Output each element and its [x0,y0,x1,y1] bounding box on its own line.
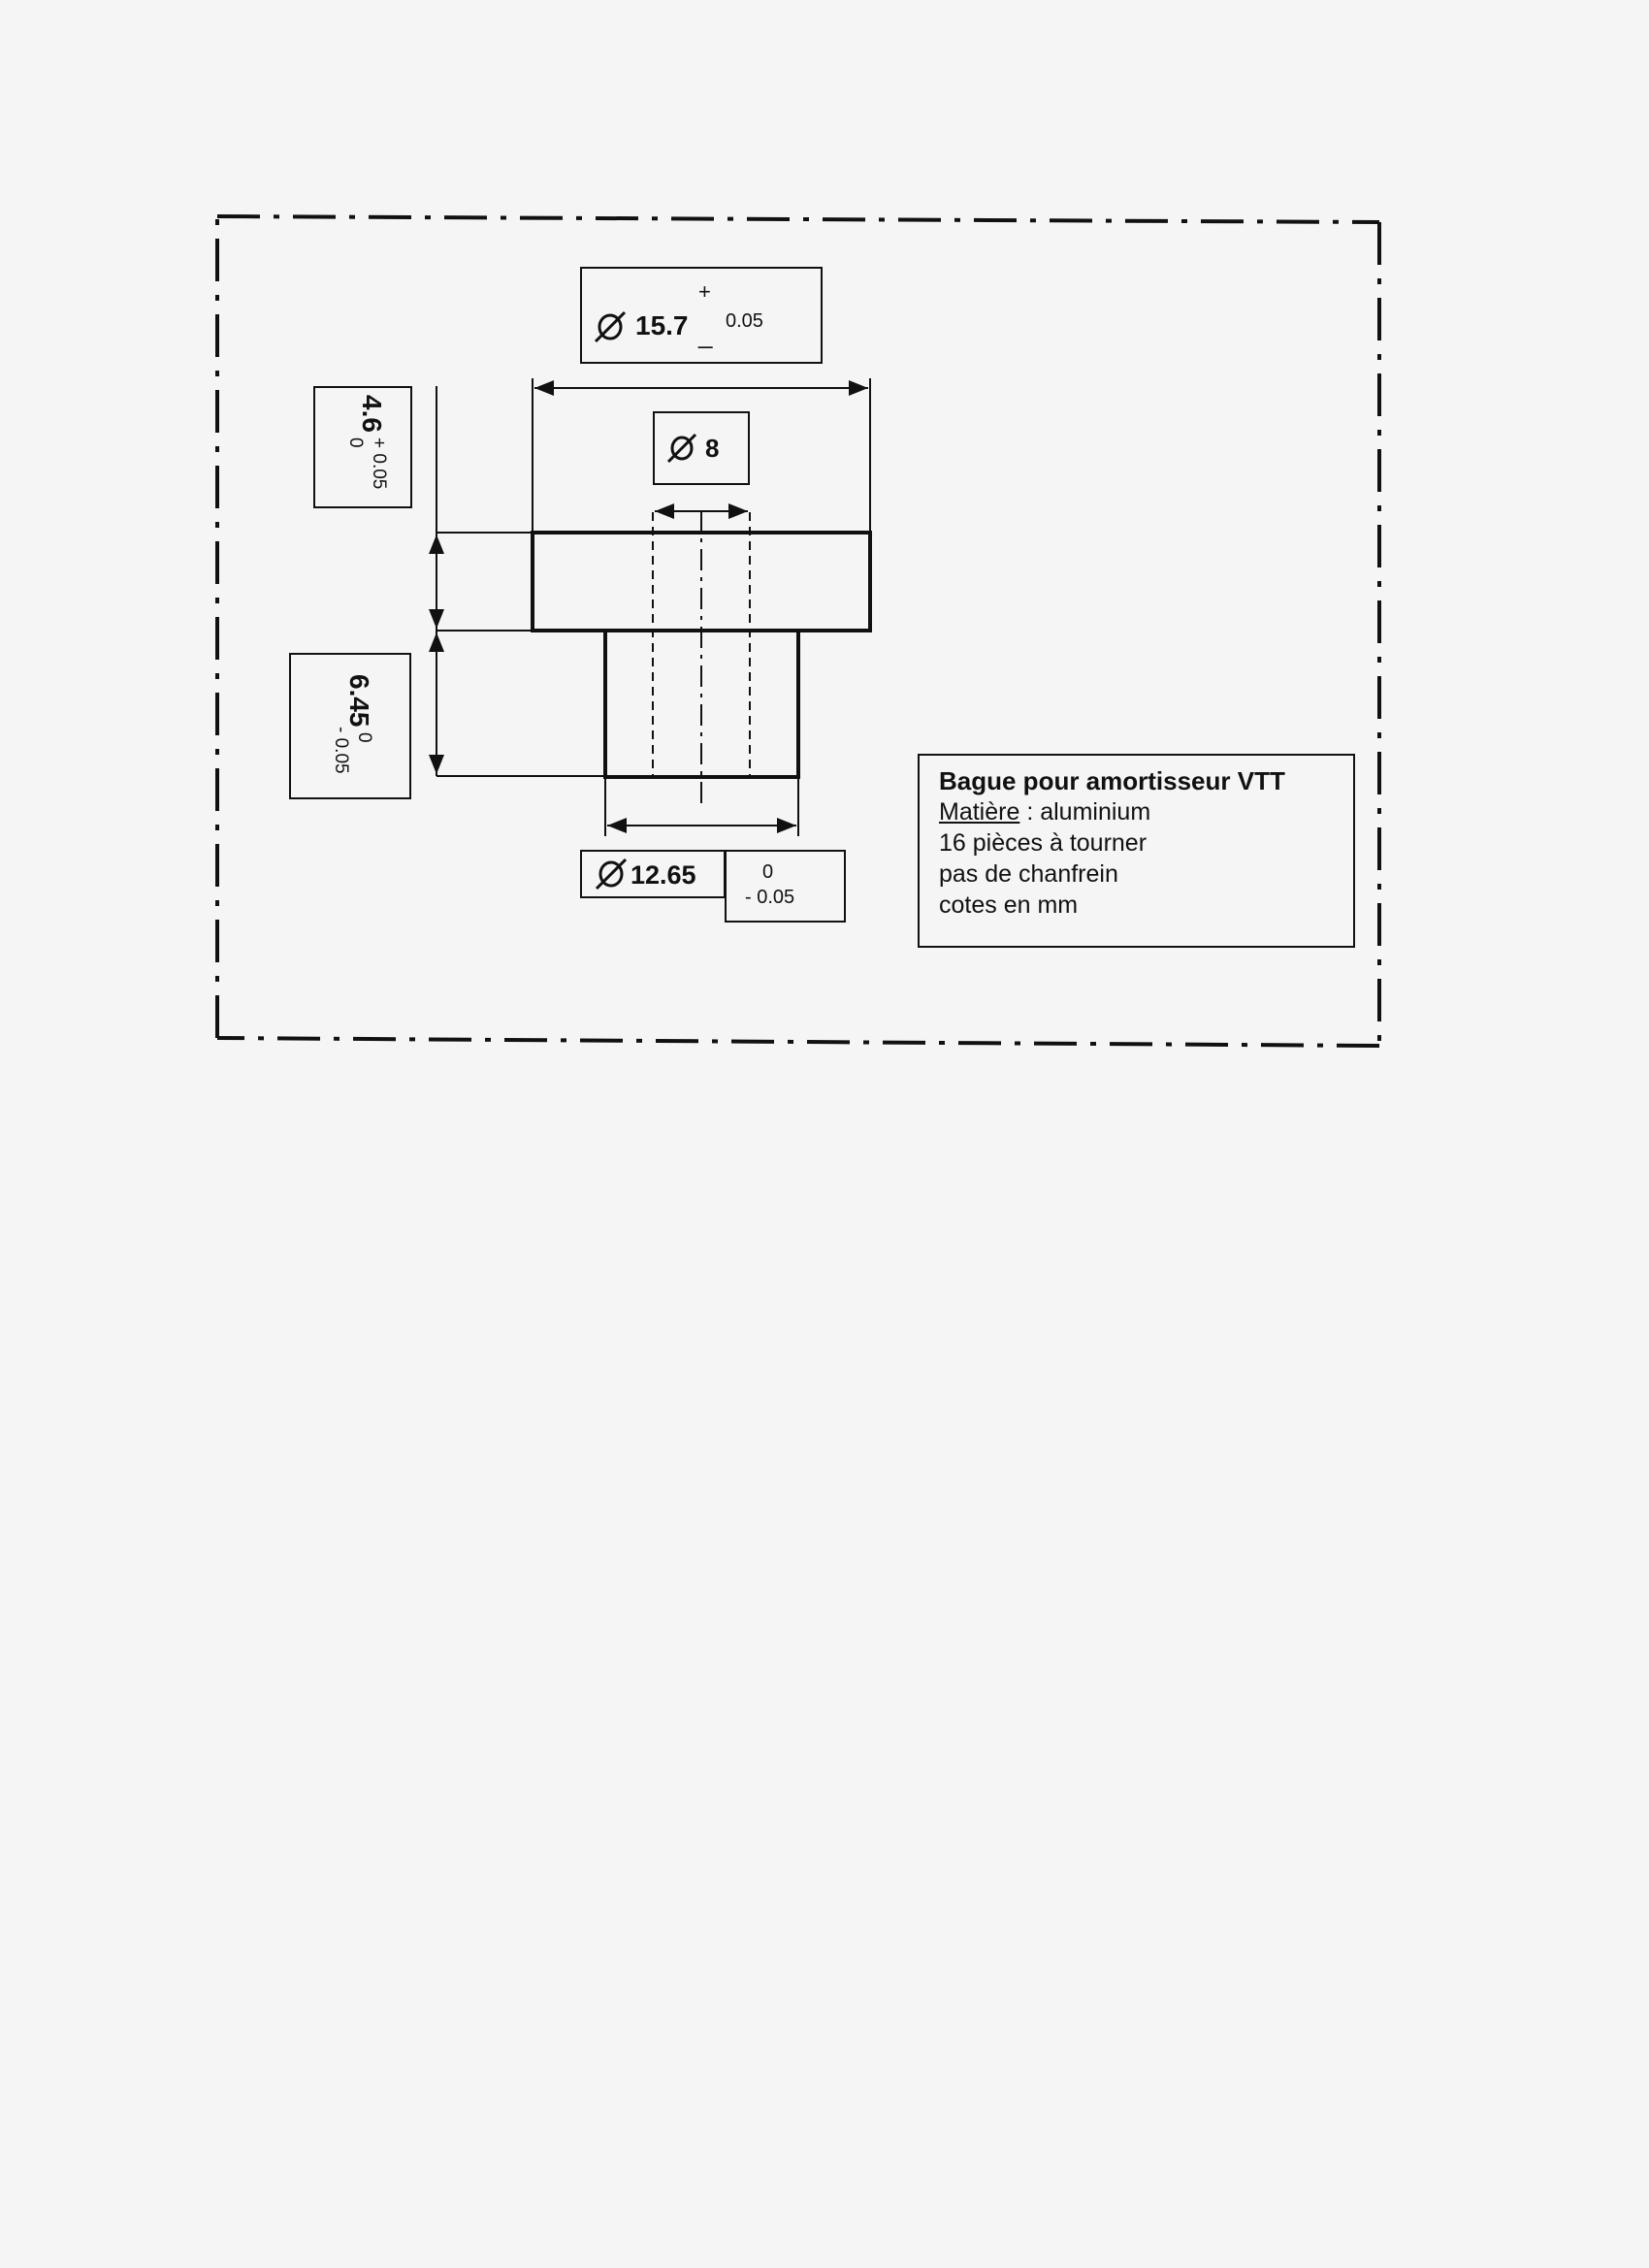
flange-thickness-tol-upper: + 0.05 [369,437,389,490]
title-block-quantity: 16 pièces à tourner [939,829,1148,857]
material-value: : aluminium [1019,798,1151,826]
title-block-chamfer: pas de chanfrein [939,860,1118,888]
height-dimensions [436,386,605,776]
shank-diameter-tol-lower: - 0.05 [745,887,795,908]
outer-diameter-plus: + [698,279,711,304]
shank-length-tol-upper: 0 [354,732,374,743]
title-block-title: Bague pour amortisseur VTT [939,766,1285,795]
bore-diameter-value: 8 [705,434,720,463]
bore-diameter-box [653,411,750,485]
flange-thickness-label [305,395,421,490]
shank-diameter-value: 12.65 [630,860,696,890]
frame-bottom [217,1038,1379,1046]
flange-outline [533,533,870,631]
frame-top [217,216,1379,222]
shank-length-value: 6.45 [344,674,374,728]
shank-length-tol-lower: - 0.05 [331,727,351,774]
flange-thickness-value: 4.6 [357,395,387,433]
outer-diameter-tolerance: 0.05 [726,310,763,332]
outer-diameter-value: 15.7 [635,310,689,340]
title-block-units: cotes en mm [939,891,1079,919]
flange-thickness-tol-lower: 0 [345,437,366,448]
outer-diameter-minus: _ [698,320,713,349]
shank-length-label [292,674,408,774]
title-block [918,754,1355,948]
title-block-material [939,796,1334,827]
material-label: Matière [939,798,1020,826]
shank-diameter-tol-upper: 0 [762,861,774,883]
